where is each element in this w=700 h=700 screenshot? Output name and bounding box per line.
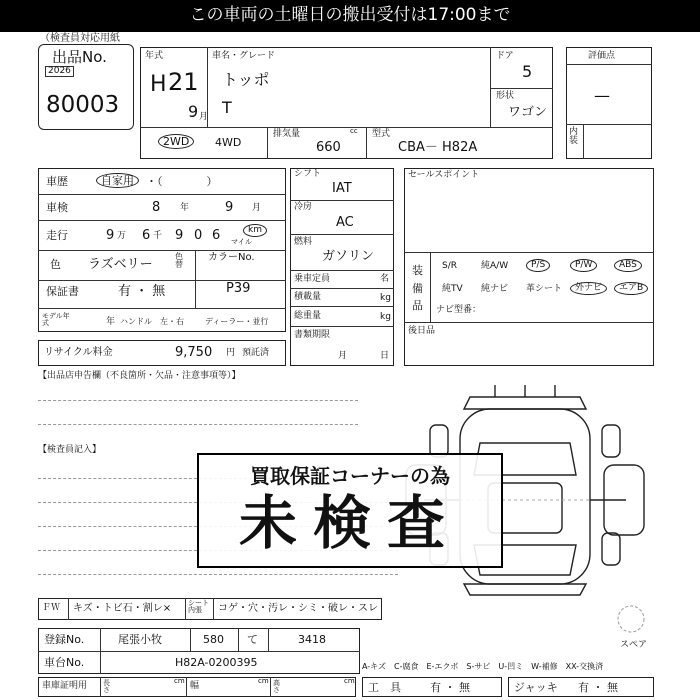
warranty-label: 保証書 <box>46 285 79 298</box>
cert-length: 長さ <box>103 679 110 694</box>
drive-2wd: 2WD <box>158 134 194 149</box>
equip-item-5: ABS <box>614 259 642 272</box>
fw-label: ＦＷ <box>42 603 61 613</box>
shape-label: 形状 <box>496 91 515 101</box>
lot-small-code: 2026 <box>45 66 74 77</box>
mileage-man-unit: 万 <box>117 231 127 241</box>
mileage-label: 走行 <box>46 229 68 242</box>
lot-number: 80003 <box>46 92 120 118</box>
score-label: 評価点 <box>588 51 616 61</box>
color-label: 色 <box>50 258 61 271</box>
equip-item-4: P/W <box>570 259 597 272</box>
capacity-label: 乗車定員 <box>294 274 331 284</box>
inspection-year: 8 <box>152 200 161 215</box>
recycle-value: 9,750 <box>175 345 213 360</box>
stamp-line2: 未検査 <box>238 489 461 557</box>
mileage-man: 9 <box>106 228 115 243</box>
equip-item-7: 純ナビ <box>481 284 509 294</box>
color-no-label: カラーNo. <box>208 252 255 263</box>
aircon-value: AC <box>336 215 354 230</box>
shape-value: ワゴン <box>508 105 548 120</box>
handle: ハンドル 左・右 <box>120 317 184 326</box>
model-grade: T <box>222 98 232 117</box>
model-code-label: 型式 <box>372 129 391 139</box>
year-era: H <box>150 72 167 97</box>
fuel-value: ガソリン <box>322 249 375 264</box>
gross-unit: kg <box>380 312 391 322</box>
cert-height-unit: cm <box>344 677 355 685</box>
color-value: ラズベリー <box>88 257 153 272</box>
header-note: （検査員対応用紙 <box>40 33 120 44</box>
history-label: 車歴 <box>46 175 68 188</box>
color-change-label: 色替 <box>175 252 183 269</box>
equip-item-2: 純A/W <box>481 261 509 271</box>
history-rest: ・（ ） <box>146 175 218 188</box>
cert-length-unit: cm <box>174 677 185 685</box>
doc-period-label: 書類期限 <box>294 330 331 340</box>
displacement-label: 排気量 <box>273 129 301 139</box>
model-label: 車名・グレード <box>212 51 276 61</box>
displacement-value: 660 <box>316 140 341 155</box>
recycle-note: 預託済 <box>242 348 270 358</box>
posted-label: 後日品 <box>408 326 436 336</box>
vehicle-info-block <box>140 47 553 159</box>
cert-label: 車庫証明用 <box>42 681 88 691</box>
model-year-unit: 年 <box>106 317 116 327</box>
spare-tire-icon <box>616 604 646 634</box>
cert-width: 幅 <box>190 681 200 691</box>
mileage-unit-mile: マイル <box>231 238 252 246</box>
drive-4wd: 4WD <box>215 136 242 149</box>
equip-item-6: 純TV <box>442 284 463 294</box>
aircon-label: 冷房 <box>294 202 313 212</box>
doc-period-unit2: 日 <box>380 351 390 361</box>
doors-value: 5 <box>522 62 533 81</box>
equip-item-10: エアB <box>614 282 648 295</box>
stamp-line1: 買取保証コーナーの為 <box>250 464 450 488</box>
recycle-label: リサイクル料金 <box>44 347 113 358</box>
equip-item-8: 革シート <box>526 284 563 294</box>
doors-label: ドア <box>496 51 514 61</box>
damage-legend: A-キズ C-腐食 E-エクボ S-サビ U-凹ミ W-補修 XX-交換済 <box>362 662 604 671</box>
displacement-unit: cc <box>350 127 358 135</box>
inspection-month: 9 <box>225 200 234 215</box>
recycle-unit: 円 <box>226 348 236 358</box>
mileage-unit-km: km <box>243 224 267 237</box>
history-value: 自家用 <box>96 173 139 188</box>
model-code-value: CBA－ H82A <box>398 140 478 155</box>
cert-height: 高さ <box>273 679 280 694</box>
load-unit: kg <box>380 293 391 303</box>
equip-item-9: 外ナビ <box>570 282 607 295</box>
capacity-unit: 名 <box>380 274 390 284</box>
registration-class: 580 <box>203 633 224 646</box>
interior-label: 内装 <box>569 127 579 146</box>
mileage-sen-unit: 千 <box>153 231 163 241</box>
inspector-label: 【検査員記入】 <box>38 445 102 455</box>
chassis-label: 車台No. <box>44 656 85 669</box>
mileage-digit-3: 6 <box>212 228 221 243</box>
registration-label: 登録No. <box>44 633 85 646</box>
color-no: P39 <box>226 281 251 296</box>
cert-width-unit: cm <box>258 677 269 685</box>
tools-label: 工 具 <box>368 681 401 694</box>
shift-value: IAT <box>332 181 352 196</box>
warranty-value: 有 ・ 無 <box>118 284 166 299</box>
dealer: ディーラー・並行 <box>205 317 269 326</box>
year-month-unit: 月 <box>199 112 209 122</box>
navi-label: ナビ型番： <box>436 305 482 315</box>
banner-text: この車両の土曜日の搬出受付は17:00まで <box>189 5 511 25</box>
jack-value: 有 ・ 無 <box>578 681 618 694</box>
tools-value: 有 ・ 無 <box>430 681 470 694</box>
inspection-month-unit: 月 <box>252 203 262 213</box>
registration-area: 尾張小牧 <box>118 633 162 646</box>
year-label: 年式 <box>145 51 164 61</box>
seat-value: コゲ・穴・汚レ・シミ・破レ・スレ <box>218 603 378 614</box>
doc-period-unit: 月 <box>338 351 348 361</box>
model-name: トッポ <box>222 70 270 89</box>
mileage-sen: 6 <box>142 228 151 243</box>
sales-point-label: セールスポイント <box>408 170 480 180</box>
chassis-value: H82A-0200395 <box>175 656 258 669</box>
year-month: 9 <box>188 102 199 121</box>
load-label: 積載量 <box>294 292 322 302</box>
model-year-label: モデル年式 <box>42 312 70 327</box>
mileage-digit-1: 9 <box>175 228 184 243</box>
inspection-label: 車検 <box>46 201 68 214</box>
registration-number: 3418 <box>298 633 326 646</box>
spare-label: スペア <box>620 640 648 650</box>
equip-item-3: P/S <box>526 259 550 272</box>
mileage-digit-2: 0 <box>194 228 203 243</box>
registration-kana: て <box>247 633 258 646</box>
year-value: 21 <box>168 68 199 96</box>
shift-label: シフト <box>294 169 322 179</box>
equip-item-1: S/R <box>442 261 457 271</box>
seller-notes-label: 【出品店申告欄（不良箇所・欠品・注意事項等）】 <box>38 371 241 381</box>
fuel-label: 燃料 <box>294 237 313 247</box>
lot-label: 出品No. <box>52 48 107 66</box>
seat-label: シート内張 <box>188 599 209 614</box>
equipment-label: 装備品 <box>412 264 423 313</box>
score-value: — <box>594 86 610 105</box>
inspection-year-unit: 年 <box>180 203 190 213</box>
fw-value: キズ・トビ石・割レ× <box>73 603 172 614</box>
jack-label: ジャッキ <box>514 681 558 694</box>
gross-label: 総重量 <box>294 311 322 321</box>
